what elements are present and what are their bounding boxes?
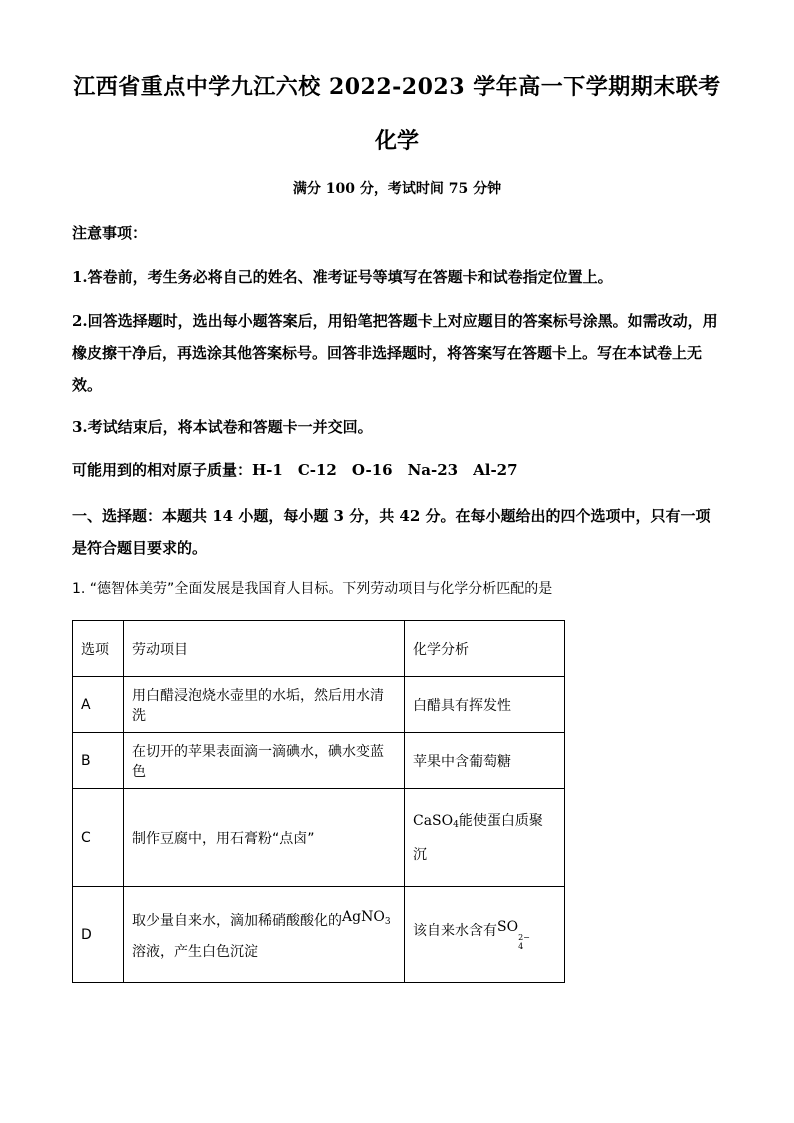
formula-subscript: 4 xyxy=(518,941,524,951)
header-labor: 劳动项目 xyxy=(124,621,405,677)
table-row xyxy=(73,733,565,789)
table-header-row xyxy=(73,621,565,677)
analysis-text: 能使蛋白质聚沉 xyxy=(413,812,543,863)
table-row xyxy=(73,887,565,983)
atomic-masses: 可能用到的相对原子质量：H-1 C-12 O-16 Na-23 Al-27 xyxy=(72,461,518,479)
formula-subscript: 4 xyxy=(453,819,459,830)
cell-option: A xyxy=(73,677,124,733)
formula-charge xyxy=(518,933,530,951)
formula-caso4: CaSO xyxy=(413,812,454,829)
section-heading: 一、选择题：本题共 14 小题，每小题 3 分，共 42 分。在每小题给出的四个选项中，只有一项是符合题目要求的。 xyxy=(72,507,711,557)
exam-title: 江西省重点中学九江六校 2022-2023 学年高一下学期期末联考 xyxy=(73,74,721,100)
exam-subject: 化学 xyxy=(374,128,419,154)
formula-agno3: AgNO xyxy=(342,909,385,925)
formula-so4: SO xyxy=(497,918,519,935)
cell-analysis: 苹果中含葡萄糖 xyxy=(405,733,565,789)
formula-superscript: 2− xyxy=(518,932,530,942)
notice-item-2: 2.回答选择题时，选出每小题答案后，用铅笔把答题卡上对应题目的答案标号涂黑。如需改动，用橡皮擦干净后，再选涂其他答案标号。回答非选择题时，将答案写在答题卡上。写在本试卷上无效。 xyxy=(72,312,718,394)
cell-labor xyxy=(124,887,405,983)
cell-option: B xyxy=(73,733,124,789)
question-stem: 1. “德智体美劳”全面发展是我国育人目标。下列劳动项目与化学分析匹配的是 xyxy=(72,581,553,597)
cell-labor: 制作豆腐中，用石膏粉“点卤” xyxy=(124,789,405,887)
header-analysis: 化学分析 xyxy=(405,621,565,677)
table-row xyxy=(73,677,565,733)
header-option: 选项 xyxy=(73,621,124,677)
score-info: 满分 100 分，考试时间 75 分钟 xyxy=(292,181,502,197)
labor-text-post: 溶液，产生白色沉淀 xyxy=(132,944,258,960)
cell-analysis xyxy=(405,789,565,887)
question-table xyxy=(72,620,565,983)
notice-item-1: 1.答卷前，考生务必将自己的姓名、准考证号等填写在答题卡和试卷指定位置上。 xyxy=(72,268,613,286)
notice-item-3: 3.考试结束后，将本试卷和答题卡一并交回。 xyxy=(72,418,373,436)
labor-text-pre: 取少量自来水，滴加稀硝酸酸化的 xyxy=(132,913,342,929)
formula-subscript: 3 xyxy=(384,917,391,927)
notice-heading: 注意事项： xyxy=(72,224,148,242)
cell-analysis: 白醋具有挥发性 xyxy=(405,677,565,733)
cell-option: D xyxy=(73,887,124,983)
cell-labor: 用白醋浸泡烧水壶里的水垢，然后用水清洗 xyxy=(124,677,405,733)
cell-labor: 在切开的苹果表面滴一滴碘水，碘水变蓝色 xyxy=(124,733,405,789)
cell-analysis xyxy=(405,887,565,983)
analysis-text: 该自来水含有 xyxy=(413,922,497,939)
cell-option: C xyxy=(73,789,124,887)
table-row xyxy=(73,789,565,887)
